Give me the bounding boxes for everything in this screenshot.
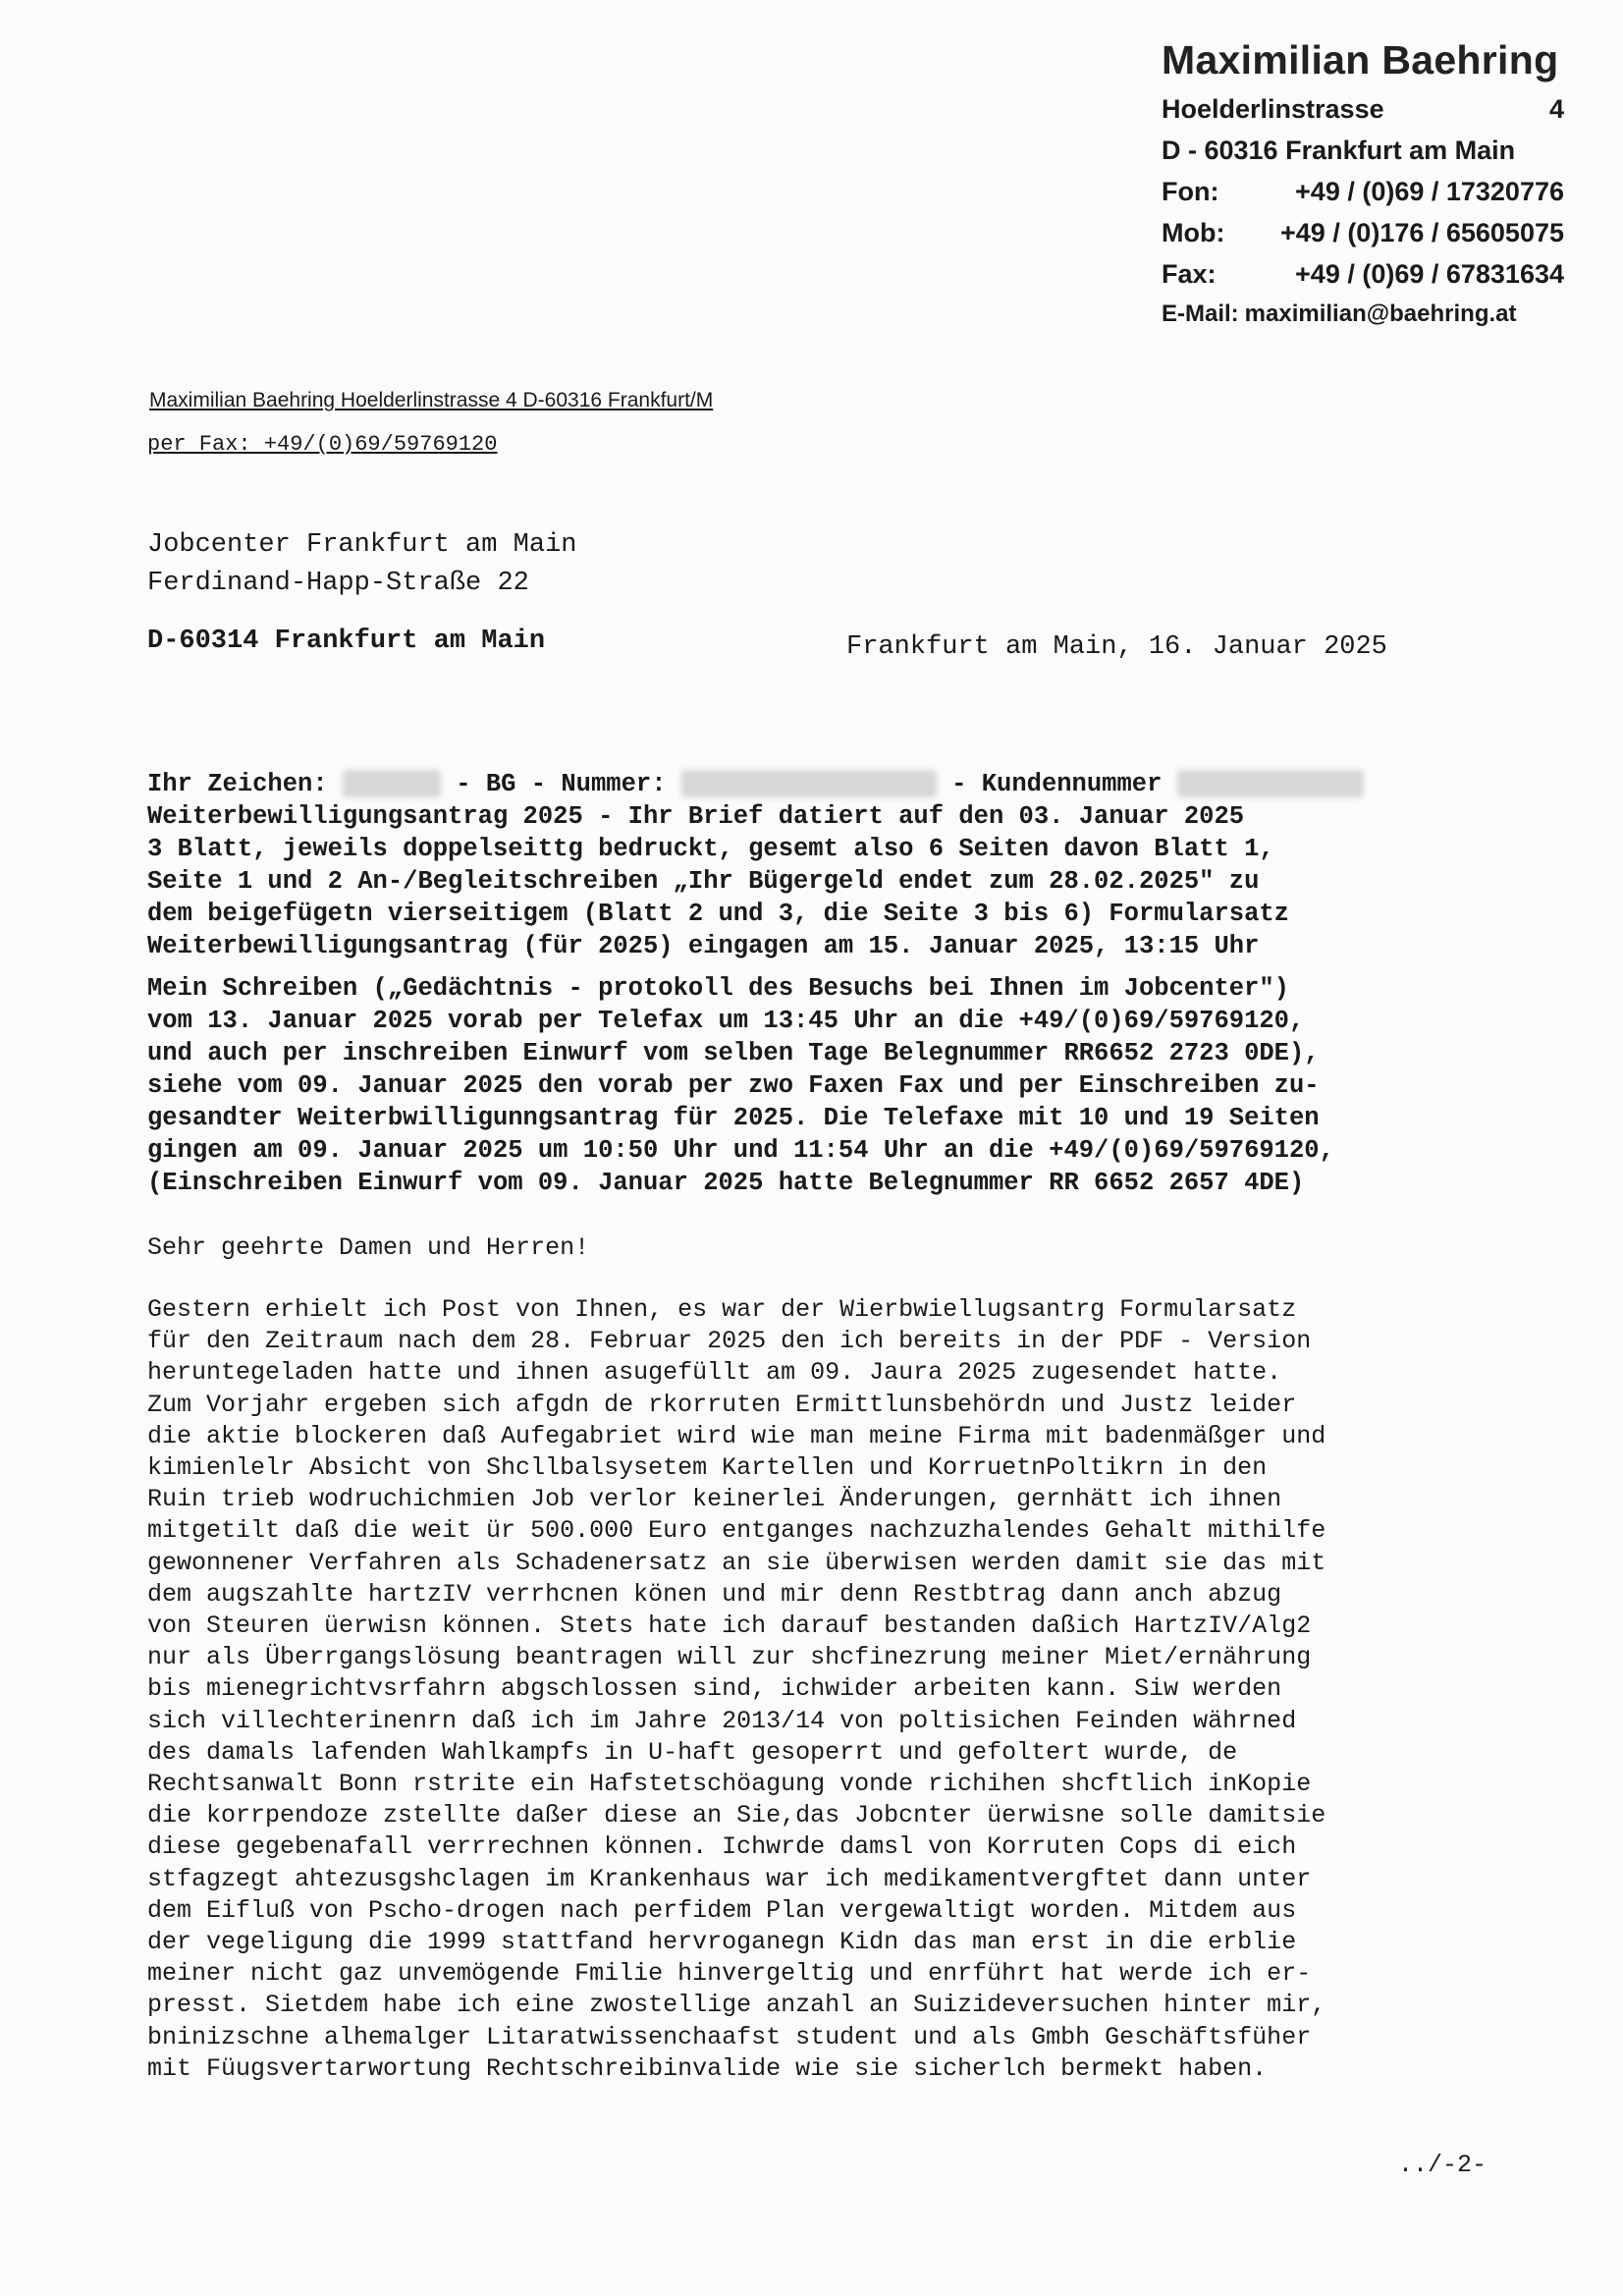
sender-mobile: +49 / (0)176 / 65605075 xyxy=(1280,218,1564,247)
reference-line xyxy=(147,768,1483,800)
redacted-customer-number xyxy=(1177,770,1364,797)
subject-paragraph-2 xyxy=(147,972,1483,1199)
salutation: Sehr geehrte Damen und Herren! xyxy=(147,1233,590,1262)
letter-date: Frankfurt am Main, 16. Januar 2025 xyxy=(846,632,1387,662)
kunden-label: - Kundennummer xyxy=(951,770,1163,798)
subject-line: vom 13. Januar 2025 vorab per Telefax um 13:45 Uhr an die +49/(0)69/59769120, xyxy=(147,1007,1305,1035)
sender-mobile-line xyxy=(1162,218,1564,248)
body-line: dem augszahlte hartzIV verrhcnen könen und mir denn Restbtrag dann anch abzug xyxy=(147,1579,1282,1609)
body-line: presst. Sietdem habe ich eine zwostellige anzahl an Suizideversuchen hinter mir, xyxy=(147,1991,1326,2020)
body-line: dem Eifluß von Pscho-drogen nach perfidem Plan vergewaltigt worden. Mitdem aus xyxy=(147,1895,1297,1925)
sender-fax: +49 / (0)69 / 67831634 xyxy=(1295,259,1564,289)
sender-house-number: 4 xyxy=(1548,94,1564,124)
letter-body xyxy=(147,1294,1492,2085)
body-line: kimienlelr Absicht von Shcllbalsysetem Kartellen und KorruetnPoltikrn in den xyxy=(147,1453,1268,1483)
subject-paragraph-1 xyxy=(147,800,1483,962)
subject-block xyxy=(147,768,1483,1199)
sender-phone-line xyxy=(1162,177,1564,207)
body-line: nur als Überrgangslösung beantragen will zur shcfinezrung meiner Miet/ernährung xyxy=(147,1643,1312,1672)
subject-line: und auch per inschreiben Einwurf vom selben Tage Belegnummer RR6652 2723 0DE), xyxy=(147,1039,1320,1067)
sender-city: D - 60316 Frankfurt am Main xyxy=(1162,136,1516,165)
body-line: Zum Vorjahr ergeben sich afgdn de rkorruten Ermittlunsbehördn und Justz leider xyxy=(147,1390,1297,1419)
body-line: Ruin trieb wodruchichmien Job verlor keinerlei Änderungen, gernhätt ich ihnen xyxy=(147,1485,1282,1514)
sender-block xyxy=(1162,37,1564,328)
sender-street-line xyxy=(1162,94,1564,125)
subject-line: Mein Schreiben („Gedächtnis - protokoll des Besuchs bei Ihnen im Jobcenter") xyxy=(147,974,1289,1003)
sender-city-line xyxy=(1162,136,1564,166)
bg-label: - BG - Nummer: xyxy=(456,770,667,798)
sender-mobile-label: Mob: xyxy=(1162,218,1225,247)
sender-phone-label: Fon: xyxy=(1162,177,1219,206)
body-line: sich villechterinenrn daß ich im Jahre 2013/14 von poltisichen Feinden währned xyxy=(147,1706,1297,1735)
return-address-line: Maximilian Baehring Hoelderlinstrasse 4 D-60316 Frankfurt/M xyxy=(149,389,714,411)
body-line: die korrpendoze zstellte daßer diese an Sie,das Jobcnter üerwisne solle damitsie xyxy=(147,1801,1326,1831)
subject-line: (Einschreiben Einwurf vom 09. Januar 2025 hatte Belegnummer RR 6652 2657 4DE) xyxy=(147,1169,1305,1197)
redacted-bg-number xyxy=(681,770,937,797)
subject-line: Weiterbewilligungsantrag 2025 - Ihr Brief datiert auf den 03. Januar 2025 xyxy=(147,802,1245,831)
subject-line: gesandter Weiterbwilligunngsantrag für 2025. Die Telefaxe mit 10 und 19 Seiten xyxy=(147,1104,1320,1132)
sender-email: maximilian@baehring.at xyxy=(1244,301,1517,327)
sender-email-line xyxy=(1162,301,1564,328)
recipient-line-1: Jobcenter Frankfurt am Main xyxy=(147,530,577,560)
sender-street: Hoelderlinstrasse xyxy=(1162,94,1384,124)
ref-label: Ihr Zeichen: xyxy=(147,770,328,798)
sender-fax-label: Fax: xyxy=(1162,259,1217,289)
sender-fax-line xyxy=(1162,259,1564,290)
subject-line: dem beigefügetn vierseitigem (Blatt 2 und 3, die Seite 3 bis 6) Formularsatz xyxy=(147,900,1289,928)
sender-name: Maximilian Baehring xyxy=(1162,37,1559,82)
page-number: ../-2- xyxy=(1398,2151,1488,2179)
body-line: diese gegebenafall verrrechnen können. Ichwrde damsl von Korruten Cops di eich xyxy=(147,1832,1297,1862)
body-line: mitgetilt daß die weit ür 500.000 Euro entganges nachzuzhalendes Gehalt mithilfe xyxy=(147,1516,1326,1546)
body-line: bis mienegrichtvsrfahrn abgschlossen sind, ichwider arbeiten kann. Siw werden xyxy=(147,1674,1282,1704)
subject-line: Weiterbewilligungsantrag (für 2025) eingagen am 15. Januar 2025, 13:15 Uhr xyxy=(147,932,1260,960)
body-line: mit Füugsvertarwortung Rechtschreibinvalide wie sie sicherlch bermekt haben. xyxy=(147,2053,1268,2083)
subject-line: gingen am 09. Januar 2025 um 10:50 Uhr und 11:54 Uhr an die +49/(0)69/59769120, xyxy=(147,1136,1334,1165)
recipient-line-2: Ferdinand-Happ-Straße 22 xyxy=(147,569,529,598)
sender-phone: +49 / (0)69 / 17320776 xyxy=(1295,177,1564,206)
body-line: gewonnener Verfahren als Schadenersatz an sie überwisen werden damit sie das mit xyxy=(147,1548,1326,1577)
body-line: des damals lafenden Wahlkampfs in U-haft gesoperrt und gefoltert wurde, de xyxy=(147,1737,1238,1767)
sender-email-label: E-Mail: xyxy=(1162,301,1239,327)
redacted-reference xyxy=(343,770,441,797)
body-line: Rechtsanwalt Bonn rstrite ein Hafstetschöagung vonde richihen shcftlich inKopie xyxy=(147,1770,1312,1799)
fax-line: per Fax: +49/(0)69/59769120 xyxy=(147,432,498,457)
body-line: bninizschne alhemalger Litaratwissenchaafst student und als Gmbh Geschäftsfüher xyxy=(147,2022,1312,2051)
body-line: der vegeligung die 1999 stattfand hervroganegn Kidn das man erst in die erblie xyxy=(147,1928,1297,1957)
subject-line: Seite 1 und 2 An-/Begleitschreiben „Ihr Bügergeld endet zum 28.02.2025" zu xyxy=(147,867,1260,896)
body-line: heruntegeladen hatte und ihnen asugefüllt am 09. Jaura 2025 zugesendet hatte. xyxy=(147,1358,1282,1388)
body-line: stfagzegt ahtezusgshclagen im Krankenhaus war ich medikamentvergftet dann unter xyxy=(147,1864,1312,1893)
body-line: Gestern erhielt ich Post von Ihnen, es war der Wierbwiellugsantrg Formularsatz xyxy=(147,1295,1297,1324)
body-line: für den Zeitraum nach dem 28. Februar 2025 den ich bereits in der PDF - Version xyxy=(147,1327,1312,1356)
recipient-city: D-60314 Frankfurt am Main xyxy=(147,627,546,656)
recipient-address xyxy=(147,526,576,661)
subject-line: siehe vom 09. Januar 2025 den vorab per zwo Faxen Fax und per Einschreiben zu- xyxy=(147,1071,1320,1100)
body-line: die aktie blockeren daß Aufegabriet wird wie man meine Firma mit badenmäßger und xyxy=(147,1421,1326,1450)
subject-line: 3 Blatt, jeweils doppelseittg bedruckt, gesemt also 6 Seiten davon Blatt 1, xyxy=(147,835,1274,863)
body-line: meiner nicht gaz unvemögende Fmilie hinvergeltig und enrführt hat werde ich er- xyxy=(147,1959,1312,1989)
body-line: von Steuren üerwisn können. Stets hate ich darauf bestanden daßich HartzIV/Alg2 xyxy=(147,1612,1312,1641)
